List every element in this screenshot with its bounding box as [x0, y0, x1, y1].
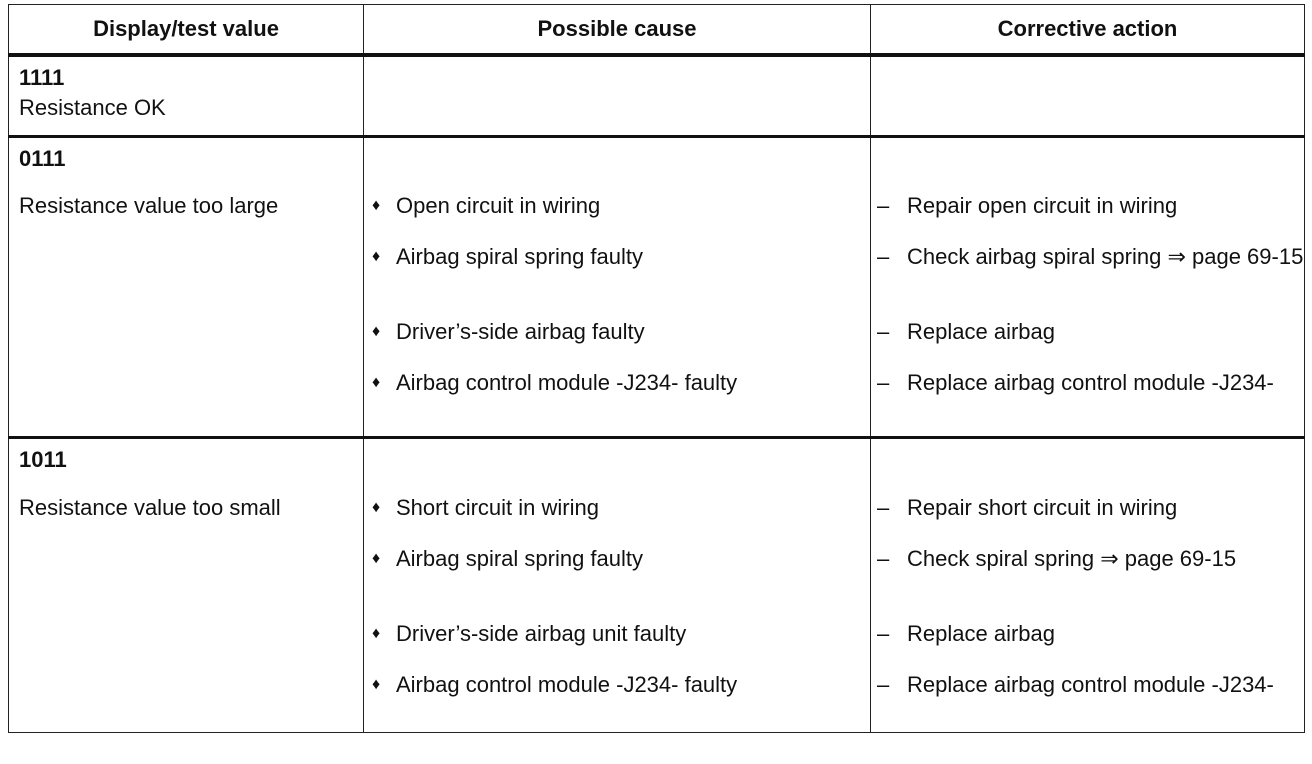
cause-text: Short circuit in wiring [396, 495, 599, 520]
action-text: Check airbag spiral spring ⇒ page 69-15 [907, 244, 1304, 269]
table-row [9, 495, 1305, 546]
bullet-icon: ♦ [372, 374, 381, 391]
bullet-icon: ♦ [372, 625, 381, 642]
action-text: Replace airbag control module -J234- [907, 370, 1274, 395]
table-row [9, 370, 1305, 438]
action-text: Check spiral spring ⇒ page 69-15 [907, 546, 1237, 571]
table-row [9, 95, 1305, 137]
cause-text: Airbag control module -J234- faulty [396, 672, 738, 697]
action-text: Replace airbag [907, 319, 1055, 344]
bullet-icon: ♦ [372, 499, 381, 516]
diagnostic-table [8, 4, 1305, 733]
header-row [9, 5, 1305, 56]
header-display-test-value: Display/test value [9, 5, 364, 56]
dash-icon: – [877, 193, 890, 218]
table-row [9, 193, 1305, 244]
cause-text: Open circuit in wiring [396, 193, 601, 218]
bullet-icon: ♦ [372, 323, 381, 340]
table-row [9, 672, 1305, 733]
table-row [9, 137, 1305, 194]
dash-icon: – [877, 319, 890, 344]
bullet-icon: ♦ [372, 676, 381, 693]
dash-icon: – [877, 244, 890, 269]
cause-text: Driver’s-side airbag unit faulty [396, 621, 687, 646]
display-meaning: Resistance value too large [19, 193, 279, 218]
table-row [9, 438, 1305, 496]
bullet-icon: ♦ [372, 197, 381, 214]
bullet-icon: ♦ [372, 248, 381, 265]
cause-text: Driver’s-side airbag faulty [396, 319, 645, 344]
cause-text: Airbag spiral spring faulty [396, 244, 644, 269]
table-row [9, 244, 1305, 319]
header-corrective-action: Corrective action [871, 5, 1305, 56]
cause-text: Airbag spiral spring faulty [396, 546, 644, 571]
dash-icon: – [877, 495, 890, 520]
header-possible-cause: Possible cause [364, 5, 871, 56]
table-row [9, 319, 1305, 370]
display-code: 0111 [19, 146, 66, 171]
table-row [9, 621, 1305, 672]
table-row [9, 546, 1305, 621]
action-text: Replace airbag [907, 621, 1055, 646]
display-code: 1111 [19, 65, 65, 90]
action-text: Repair open circuit in wiring [907, 193, 1178, 218]
display-meaning: Resistance OK [19, 95, 166, 120]
cause-text: Airbag control module -J234- faulty [396, 370, 738, 395]
dash-icon: – [877, 546, 890, 571]
bullet-icon: ♦ [372, 550, 381, 567]
action-text: Replace airbag control module -J234- [907, 672, 1274, 697]
table-row [9, 55, 1305, 95]
dash-icon: – [877, 621, 890, 646]
display-code: 1011 [19, 447, 67, 472]
display-meaning: Resistance value too small [19, 495, 281, 520]
dash-icon: – [877, 370, 890, 395]
dash-icon: – [877, 672, 890, 697]
action-text: Repair short circuit in wiring [907, 495, 1178, 520]
